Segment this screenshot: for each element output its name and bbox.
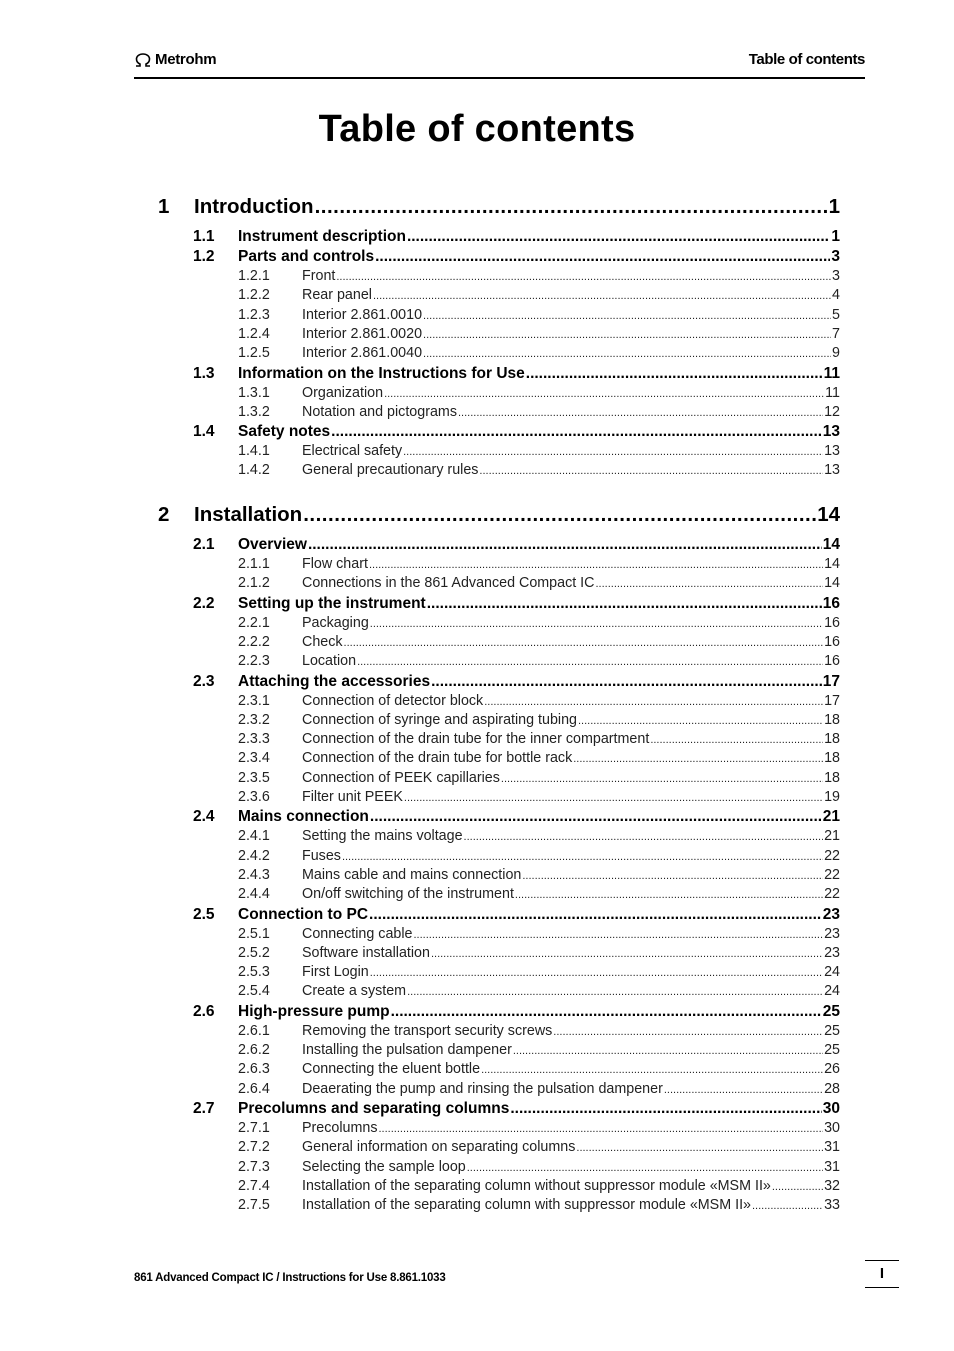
toc-number: 1.2.3 (238, 306, 270, 323)
toc-section-1-2[interactable] (193, 248, 840, 268)
toc-page-number: 25 (824, 1042, 840, 1058)
toc-title: On/off switching of the instrument (302, 886, 514, 903)
toc-dot-leader (576, 1142, 823, 1154)
toc-title: Setting the mains voltage (302, 828, 463, 845)
toc-page-number: 1 (828, 195, 840, 218)
toc-subsection-1-3-1[interactable] (238, 384, 840, 404)
toc-subsection-2-2-2[interactable] (238, 633, 840, 653)
toc-dot-leader (553, 1026, 823, 1038)
toc-title: Safety notes (238, 423, 331, 441)
toc-section-2-2[interactable] (193, 594, 840, 615)
toc-title: Connecting the eluent bottle (302, 1061, 481, 1078)
toc-page-number: 26 (824, 1061, 840, 1078)
toc-title: Location (302, 653, 357, 670)
toc-subsection-2-5-2[interactable] (238, 944, 840, 964)
toc-title: Introduction (194, 195, 314, 218)
page-number: I (879, 1265, 885, 1282)
toc-dot-leader (342, 851, 823, 863)
toc-number: 2.6.3 (238, 1061, 270, 1078)
page-title: Table of contents (318, 108, 636, 150)
toc-title: Instrument description (238, 228, 406, 245)
toc-dot-leader (407, 986, 823, 998)
toc-section-1-3[interactable] (193, 364, 840, 385)
toc-page-number: 18 (824, 731, 840, 748)
toc-subsection-2-7-4[interactable] (238, 1177, 840, 1197)
toc-title: Installation of the separating column without suppressor module «MSM II» (302, 1177, 771, 1194)
toc-subsection-2-5-3[interactable] (238, 964, 840, 983)
toc-title: Parts and controls (238, 248, 375, 265)
toc-page-number: 31 (824, 1158, 840, 1175)
toc-dot-leader (431, 948, 823, 960)
toc-number: 2.6 (193, 1002, 215, 1020)
toc-title: Attaching the accessories (238, 672, 431, 690)
toc-subsection-2-6-4[interactable] (238, 1080, 840, 1100)
toc-page-number: 12 (824, 403, 840, 420)
toc-chapter-2[interactable] (158, 503, 840, 529)
toc-dot-leader (384, 388, 824, 400)
toc-title: Connections in the 861 Advanced Compact IC (302, 575, 595, 592)
toc-number: 1.3.2 (238, 403, 270, 420)
toc-title: Connection to PC (238, 905, 369, 923)
toc-dot-leader (481, 1064, 823, 1076)
toc-subsection-2-3-3[interactable] (238, 731, 840, 750)
toc-dot-leader (479, 465, 823, 477)
toc-title: First Login (302, 964, 369, 981)
toc-number: 1.2 (193, 248, 215, 265)
toc-page-number: 11 (823, 364, 840, 382)
toc-dot-leader (501, 773, 823, 785)
toc-page-number: 19 (824, 789, 840, 805)
toc-dot-leader (650, 734, 823, 746)
toc-dot-leader (664, 1084, 823, 1096)
toc-subsection-2-7-1[interactable] (238, 1119, 840, 1139)
toc-section-2-7[interactable] (193, 1099, 840, 1120)
toc-dot-leader (484, 696, 823, 708)
toc-subsection-2-3-5[interactable] (238, 769, 840, 789)
toc-page-number: 14 (824, 556, 840, 572)
toc-number: 2.7.1 (238, 1119, 270, 1136)
toc-page-number: 30 (824, 1119, 840, 1136)
toc-subsection-1-4-1[interactable] (238, 443, 840, 462)
toc-number: 2.6.4 (238, 1080, 270, 1097)
toc-section-1-4[interactable] (193, 423, 840, 443)
toc-subsection-2-3-6[interactable] (238, 789, 840, 808)
toc-title: Setting up the instrument (238, 594, 426, 612)
toc-subsection-2-5-4[interactable] (238, 983, 840, 1002)
toc-chapter-1[interactable] (158, 195, 840, 221)
toc-dot-leader (464, 831, 824, 843)
toc-dot-leader (467, 1162, 823, 1174)
toc-number: 2.7.2 (238, 1139, 270, 1156)
toc-title: Installing the pulsation dampener (302, 1042, 512, 1058)
toc-subsection-1-3-2[interactable] (238, 403, 840, 423)
toc-page-number: 30 (822, 1099, 840, 1117)
toc-page-number: 13 (824, 443, 840, 460)
toc-title: Mains cable and mains connection (302, 866, 522, 883)
toc-title: Removing the transport security screws (302, 1022, 553, 1039)
toc-title: General information on separating columns (302, 1139, 576, 1156)
toc-title: Deaerating the pump and rinsing the pulsation dampener (302, 1080, 663, 1097)
toc-dot-leader (427, 595, 822, 613)
toc-section-2-1[interactable] (193, 536, 840, 556)
toc-number: 2.5.2 (238, 944, 270, 961)
toc-number: 2.4.4 (238, 886, 270, 903)
toc-number: 2.4.3 (238, 866, 270, 883)
toc-dot-leader (573, 753, 823, 765)
toc-title: Information on the Instructions for Use (238, 364, 525, 382)
toc-number: 2.4 (193, 808, 215, 826)
brand-logo (134, 51, 216, 68)
footer-document-info: 861 Advanced Compact IC / Instructions for Use 8.861.1033 (134, 1272, 446, 1284)
toc-title: Software installation (302, 944, 430, 961)
toc-subsection-1-4-2[interactable] (238, 462, 840, 481)
toc-page-number: 22 (824, 866, 840, 883)
toc-title: Notation and pictograms (302, 403, 457, 420)
toc-number: 2.5.1 (238, 925, 270, 942)
toc-number: 2.1 (193, 536, 215, 553)
toc-page-number: 5 (832, 306, 840, 323)
toc-dot-leader (303, 503, 816, 527)
toc-number: 2.2.2 (238, 633, 270, 650)
toc-title: Installation of the separating column with suppressor module «MSM II» (302, 1197, 751, 1214)
toc-dot-leader (369, 559, 823, 571)
toc-title: Connection of the drain tube for the inner compartment (302, 731, 650, 748)
toc-number: 2.5.4 (238, 983, 270, 1000)
toc-dot-leader (515, 889, 823, 901)
toc-title: Filter unit PEEK (302, 789, 403, 805)
toc-number: 1.3 (193, 364, 215, 382)
header-title: Table of contents (748, 51, 865, 68)
toc-section-2-4[interactable] (193, 808, 840, 828)
toc-subsection-2-2-1[interactable] (238, 614, 840, 634)
toc-dot-leader (423, 310, 831, 322)
toc-page-number: 16 (824, 633, 840, 650)
toc-dot-leader (407, 228, 830, 246)
page-header (134, 47, 865, 79)
toc-dot-leader (526, 365, 823, 383)
toc-subsection-2-4-3[interactable] (238, 866, 840, 886)
toc-number: 1.1 (193, 228, 215, 245)
toc-dot-leader (458, 407, 823, 419)
toc-number: 1.2.5 (238, 345, 270, 362)
toc-subsection-2-4-2[interactable] (238, 847, 840, 867)
toc-title: Rear panel (302, 287, 372, 304)
toc-title: Front (302, 268, 336, 284)
toc-dot-leader (331, 423, 822, 441)
toc-dot-leader (369, 906, 822, 924)
toc-dot-leader (578, 715, 823, 727)
toc-number: 2 (158, 503, 170, 526)
toc-subsection-1-2-1[interactable] (238, 268, 840, 287)
toc-page-number: 22 (824, 886, 840, 903)
toc-number: 1.2.1 (238, 268, 270, 284)
toc-title: Installation (194, 503, 303, 526)
toc-number: 1.2.4 (238, 325, 270, 342)
toc-dot-leader (370, 808, 822, 826)
toc-number: 2.2.3 (238, 653, 270, 670)
toc-title: Selecting the sample loop (302, 1158, 466, 1175)
toc-page-number: 21 (822, 808, 840, 826)
toc-number: 2.7.4 (238, 1177, 270, 1194)
toc-page-number: 13 (824, 462, 840, 479)
toc-page-number: 14 (824, 575, 840, 592)
toc-number: 2.1.1 (238, 556, 270, 572)
toc-number: 2.3.6 (238, 789, 270, 805)
toc-subsection-1-2-5[interactable] (238, 345, 840, 364)
toc-page-number: 32 (824, 1177, 840, 1194)
toc-title: Mains connection (238, 808, 369, 826)
toc-page-number: 33 (824, 1197, 840, 1214)
toc-number: 2.7.5 (238, 1197, 270, 1214)
toc-subsection-2-6-2[interactable] (238, 1042, 840, 1061)
toc-subsection-2-6-1[interactable] (238, 1022, 840, 1042)
toc-subsection-2-5-1[interactable] (238, 925, 840, 945)
toc-number: 2.3 (193, 672, 215, 690)
toc-dot-leader (370, 618, 823, 630)
page-number-box (865, 1260, 899, 1288)
toc-page-number: 16 (824, 614, 840, 631)
toc-dot-leader (370, 967, 823, 979)
toc-page-number: 17 (822, 672, 840, 690)
toc-dot-leader (595, 578, 823, 590)
toc-title: General precautionary rules (302, 462, 479, 479)
toc-title: Interior 2.861.0040 (302, 345, 423, 362)
toc-dot-leader (403, 446, 823, 458)
toc-number: 2.2 (193, 594, 215, 612)
toc-page-number: 4 (832, 287, 840, 304)
toc-page-number: 25 (824, 1022, 840, 1039)
toc-section-1-1[interactable] (193, 228, 840, 248)
toc-page-number: 18 (824, 750, 840, 767)
toc-title: Connecting cable (302, 925, 413, 942)
toc-section-2-3[interactable] (193, 672, 840, 693)
toc-page-number: 28 (824, 1080, 840, 1097)
toc-title: Flow chart (302, 556, 368, 572)
toc-number: 2.3.2 (238, 711, 270, 728)
toc-page-number: 14 (817, 503, 840, 526)
toc-page-number: 9 (832, 345, 840, 362)
toc-page-number: 23 (824, 925, 840, 942)
toc-subsection-2-1-2[interactable] (238, 575, 840, 594)
toc-dot-leader (308, 536, 822, 554)
toc-page-number: 3 (831, 248, 840, 265)
brand-name: Metrohm (155, 51, 217, 68)
toc-subsection-2-3-1[interactable] (238, 692, 840, 712)
toc-subsection-2-2-3[interactable] (238, 653, 840, 672)
toc-title: Precolumns (302, 1119, 378, 1136)
toc-page-number: 23 (822, 905, 840, 923)
toc-page-number: 14 (822, 536, 840, 553)
toc-number: 2.4.2 (238, 847, 270, 864)
toc-number: 2.5.3 (238, 964, 270, 981)
toc-dot-leader (431, 673, 822, 691)
toc-number: 1.2.2 (238, 287, 270, 304)
toc-subsection-2-1-1[interactable] (238, 556, 840, 575)
toc-page-number: 23 (824, 944, 840, 961)
toc-number: 2.3.4 (238, 750, 270, 767)
toc-title: Connection of detector block (302, 692, 484, 709)
toc-number: 2.2.1 (238, 614, 270, 631)
toc-title: Check (302, 633, 343, 650)
toc-number: 2.6.2 (238, 1042, 270, 1058)
toc-page-number: 11 (825, 384, 840, 401)
toc-number: 1.4.2 (238, 462, 270, 479)
toc-subsection-2-6-3[interactable] (238, 1061, 840, 1080)
toc-page-number: 16 (822, 594, 840, 612)
toc-dot-leader (379, 1123, 824, 1135)
toc-page-number: 24 (824, 983, 840, 1000)
toc-number: 1.3.1 (238, 384, 270, 401)
toc-title: Precolumns and separating columns (238, 1099, 510, 1117)
toc-title: Electrical safety (302, 443, 403, 460)
toc-dot-leader (375, 248, 830, 266)
toc-page-number: 13 (822, 423, 840, 441)
toc-title: Fuses (302, 847, 341, 864)
toc-number: 2.7 (193, 1099, 215, 1117)
toc-number: 2.3.5 (238, 769, 270, 786)
toc-page-number: 18 (824, 769, 840, 786)
toc-dot-leader (513, 1045, 823, 1057)
toc-dot-leader (772, 1181, 823, 1193)
toc-title: Connection of syringe and aspirating tubing (302, 711, 577, 728)
toc-page-number: 21 (824, 828, 840, 845)
toc-dot-leader (404, 792, 823, 804)
toc-page-number: 25 (822, 1002, 840, 1020)
toc-title: High-pressure pump (238, 1002, 390, 1020)
toc-dot-leader (391, 1003, 822, 1021)
toc-dot-leader (315, 195, 828, 219)
toc-title: Overview (238, 536, 307, 553)
toc-number: 2.3.1 (238, 692, 270, 709)
toc-number: 2.6.1 (238, 1022, 270, 1039)
toc-title: Organization (302, 384, 384, 401)
toc-subsection-2-3-2[interactable] (238, 711, 840, 731)
toc-page-number: 7 (832, 325, 840, 342)
toc-page-number: 18 (824, 711, 840, 728)
toc-section-2-5[interactable] (193, 905, 840, 926)
toc-number: 2.5 (193, 905, 215, 923)
toc-page-number: 16 (824, 653, 840, 670)
toc-page-number: 3 (832, 268, 840, 284)
toc-subsection-2-7-5[interactable] (238, 1197, 840, 1216)
omega-icon (134, 53, 152, 67)
toc-dot-leader (336, 271, 831, 283)
toc-section-2-6[interactable] (193, 1002, 840, 1023)
toc-dot-leader (357, 656, 823, 668)
toc-title: Interior 2.861.0010 (302, 306, 423, 323)
toc-page-number: 22 (824, 847, 840, 864)
toc-dot-leader (413, 929, 823, 941)
toc-subsection-1-2-2[interactable] (238, 287, 840, 306)
toc-page-number: 31 (824, 1139, 840, 1156)
toc-number: 2.4.1 (238, 828, 270, 845)
toc-dot-leader (510, 1100, 821, 1118)
toc-title: Connection of PEEK capillaries (302, 769, 500, 786)
toc-subsection-2-3-4[interactable] (238, 750, 840, 769)
toc-dot-leader (344, 637, 824, 649)
toc-number: 1.4 (193, 423, 215, 441)
toc-page-number: 17 (824, 692, 840, 709)
toc-subsection-2-4-4[interactable] (238, 886, 840, 905)
toc-dot-leader (423, 348, 831, 360)
toc-dot-leader (373, 290, 831, 302)
toc-number: 2.3.3 (238, 731, 270, 748)
toc-subsection-1-2-4[interactable] (238, 325, 840, 345)
toc-subsection-2-7-2[interactable] (238, 1139, 840, 1158)
toc-number: 1 (158, 195, 170, 218)
toc-subsection-2-7-3[interactable] (238, 1158, 840, 1178)
toc-subsection-1-2-3[interactable] (238, 306, 840, 326)
toc-title: Packaging (302, 614, 369, 631)
toc-dot-leader (423, 329, 831, 341)
toc-number: 2.1.2 (238, 575, 270, 592)
toc-page-number: 24 (824, 964, 840, 981)
toc-subsection-2-4-1[interactable] (238, 828, 840, 847)
toc-dot-leader (752, 1200, 823, 1212)
toc-number: 2.7.3 (238, 1158, 270, 1175)
toc-dot-leader (522, 870, 823, 882)
toc-number: 1.4.1 (238, 443, 270, 460)
toc-title: Interior 2.861.0020 (302, 325, 423, 342)
toc-title: Create a system (302, 983, 407, 1000)
toc-page-number: 1 (831, 228, 840, 245)
toc-title: Connection of the drain tube for bottle rack (302, 750, 573, 767)
